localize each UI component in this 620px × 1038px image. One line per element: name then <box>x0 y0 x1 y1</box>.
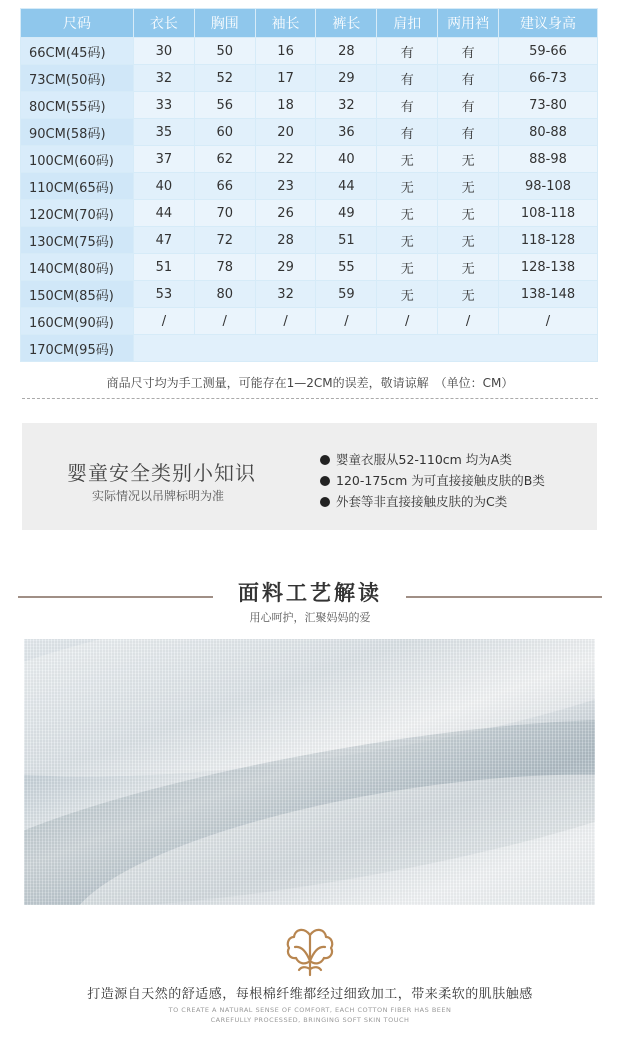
table-cell: 28 <box>255 227 316 254</box>
empty-cell <box>134 335 598 362</box>
table-row <box>21 146 598 173</box>
table-cell: 80 <box>194 281 255 308</box>
header-size: 尺码 <box>21 9 134 38</box>
table-cell: 有 <box>377 92 438 119</box>
table-cell: 72 <box>194 227 255 254</box>
table-cell: 20 <box>255 119 316 146</box>
table-cell: 无 <box>438 281 499 308</box>
size-cell: 90CM(58码) <box>21 119 134 146</box>
table-cell: 108-118 <box>499 200 598 227</box>
table-cell: 18 <box>255 92 316 119</box>
table-row <box>21 335 598 362</box>
cotton-flower-icon <box>281 921 339 979</box>
table-cell: 有 <box>377 65 438 92</box>
table-cell: / <box>377 308 438 335</box>
dashed-divider <box>22 398 598 399</box>
header-shoulder-button: 肩扣 <box>377 9 438 38</box>
table-cell: 无 <box>377 254 438 281</box>
table-cell: 47 <box>134 227 195 254</box>
table-cell: 36 <box>316 119 377 146</box>
slogan: 打造源自天然的舒适感，每根棉纤维都经过细致加工，带来柔软的肌肤触感 <box>87 987 533 1002</box>
size-table-body <box>21 38 598 362</box>
fabric-texture <box>24 639 595 905</box>
bullet-icon <box>320 455 330 465</box>
table-cell: 60 <box>194 119 255 146</box>
table-cell: 30 <box>134 38 195 65</box>
table-row <box>21 200 598 227</box>
safety-item-b: 120-175cm 为可直接接触皮肤的B类 <box>320 470 545 491</box>
table-cell: 32 <box>316 92 377 119</box>
table-cell: / <box>255 308 316 335</box>
table-cell: 52 <box>194 65 255 92</box>
table-cell: 有 <box>377 119 438 146</box>
table-cell: 88-98 <box>499 146 598 173</box>
safety-title: 婴童安全类别小知识 <box>67 461 256 485</box>
size-cell: 170CM(95码) <box>21 335 134 362</box>
table-row <box>21 119 598 146</box>
table-cell: 有 <box>377 38 438 65</box>
table-cell: 23 <box>255 173 316 200</box>
table-cell: 138-148 <box>499 281 598 308</box>
table-cell: 17 <box>255 65 316 92</box>
bullet-icon <box>320 476 330 486</box>
size-cell: 66CM(45码) <box>21 38 134 65</box>
table-cell: 29 <box>316 65 377 92</box>
table-row <box>21 173 598 200</box>
safety-info-box <box>22 423 597 530</box>
table-cell: 50 <box>194 38 255 65</box>
table-cell: 33 <box>134 92 195 119</box>
table-cell: 128-138 <box>499 254 598 281</box>
bullet-icon <box>320 497 330 507</box>
size-cell: 160CM(90码) <box>21 308 134 335</box>
table-cell: 118-128 <box>499 227 598 254</box>
size-table-header-row <box>21 9 598 38</box>
table-cell: 59-66 <box>499 38 598 65</box>
table-cell: 44 <box>134 200 195 227</box>
measure-note: 商品尺寸均为手工测量，可能存在1—2CM的误差，敬请谅解 （单位：CM） <box>106 376 514 390</box>
table-row <box>21 38 598 65</box>
table-row <box>21 92 598 119</box>
table-cell: 55 <box>316 254 377 281</box>
table-cell: 70 <box>194 200 255 227</box>
fabric-section-subtitle: 用心呵护，汇聚妈妈的爱 <box>249 611 371 624</box>
table-cell: 66 <box>194 173 255 200</box>
table-cell: / <box>316 308 377 335</box>
table-cell: 无 <box>377 146 438 173</box>
table-cell: 37 <box>134 146 195 173</box>
header-pants: 裤长 <box>316 9 377 38</box>
header-length: 衣长 <box>134 9 195 38</box>
table-cell: 有 <box>438 38 499 65</box>
fabric-photo <box>24 639 595 905</box>
safety-list <box>320 449 545 512</box>
table-cell: 35 <box>134 119 195 146</box>
table-cell: 有 <box>438 65 499 92</box>
slogan-english: TO CREATE A NATURAL SENSE OF COMFORT, EACH COTTON FIBER HAS BEEN CAREFULLY PROCESSED, BRINGING SOFT SKIN TOUCH <box>168 1006 452 1024</box>
table-cell: 40 <box>316 146 377 173</box>
table-cell: 28 <box>316 38 377 65</box>
header-height: 建议身高 <box>499 9 598 38</box>
table-cell: / <box>438 308 499 335</box>
table-row <box>21 227 598 254</box>
table-cell: 56 <box>194 92 255 119</box>
size-table <box>20 8 598 362</box>
table-cell: 无 <box>438 146 499 173</box>
header-dual-crotch: 两用裆 <box>438 9 499 38</box>
table-cell: 44 <box>316 173 377 200</box>
table-cell: 无 <box>438 254 499 281</box>
table-cell: 66-73 <box>499 65 598 92</box>
table-cell: 32 <box>134 65 195 92</box>
table-row <box>21 308 598 335</box>
safety-item-a: 婴童衣服从52-110cm 均为A类 <box>320 449 545 470</box>
table-cell: 无 <box>377 227 438 254</box>
table-cell: 22 <box>255 146 316 173</box>
table-cell: 59 <box>316 281 377 308</box>
table-cell: 无 <box>377 200 438 227</box>
table-cell: 53 <box>134 281 195 308</box>
table-cell: 无 <box>377 173 438 200</box>
header-chest: 胸围 <box>194 9 255 38</box>
size-cell: 80CM(55码) <box>21 92 134 119</box>
table-row <box>21 254 598 281</box>
table-cell: 无 <box>438 173 499 200</box>
size-cell: 140CM(80码) <box>21 254 134 281</box>
table-cell: 51 <box>134 254 195 281</box>
table-cell: 49 <box>316 200 377 227</box>
table-cell: / <box>194 308 255 335</box>
table-row <box>21 281 598 308</box>
safety-subtitle: 实际情况以吊牌标明为准 <box>92 489 225 503</box>
table-cell: 有 <box>438 119 499 146</box>
size-cell: 110CM(65码) <box>21 173 134 200</box>
table-cell: 80-88 <box>499 119 598 146</box>
table-cell: / <box>134 308 195 335</box>
size-cell: 120CM(70码) <box>21 200 134 227</box>
table-cell: 无 <box>438 200 499 227</box>
table-cell: 有 <box>438 92 499 119</box>
size-cell: 150CM(85码) <box>21 281 134 308</box>
fabric-section-title: 面料工艺解读 <box>238 581 382 605</box>
table-cell: 62 <box>194 146 255 173</box>
size-cell: 73CM(50码) <box>21 65 134 92</box>
table-cell: 无 <box>438 227 499 254</box>
table-cell: 无 <box>377 281 438 308</box>
header-sleeve: 袖长 <box>255 9 316 38</box>
table-cell: 26 <box>255 200 316 227</box>
safety-item-c: 外套等非直接接触皮肤的为C类 <box>320 491 545 512</box>
table-cell: / <box>499 308 598 335</box>
table-cell: 32 <box>255 281 316 308</box>
table-cell: 51 <box>316 227 377 254</box>
table-cell: 98-108 <box>499 173 598 200</box>
table-cell: 40 <box>134 173 195 200</box>
table-cell: 16 <box>255 38 316 65</box>
table-cell: 29 <box>255 254 316 281</box>
table-row <box>21 65 598 92</box>
size-cell: 130CM(75码) <box>21 227 134 254</box>
table-cell: 78 <box>194 254 255 281</box>
size-cell: 100CM(60码) <box>21 146 134 173</box>
table-cell: 73-80 <box>499 92 598 119</box>
